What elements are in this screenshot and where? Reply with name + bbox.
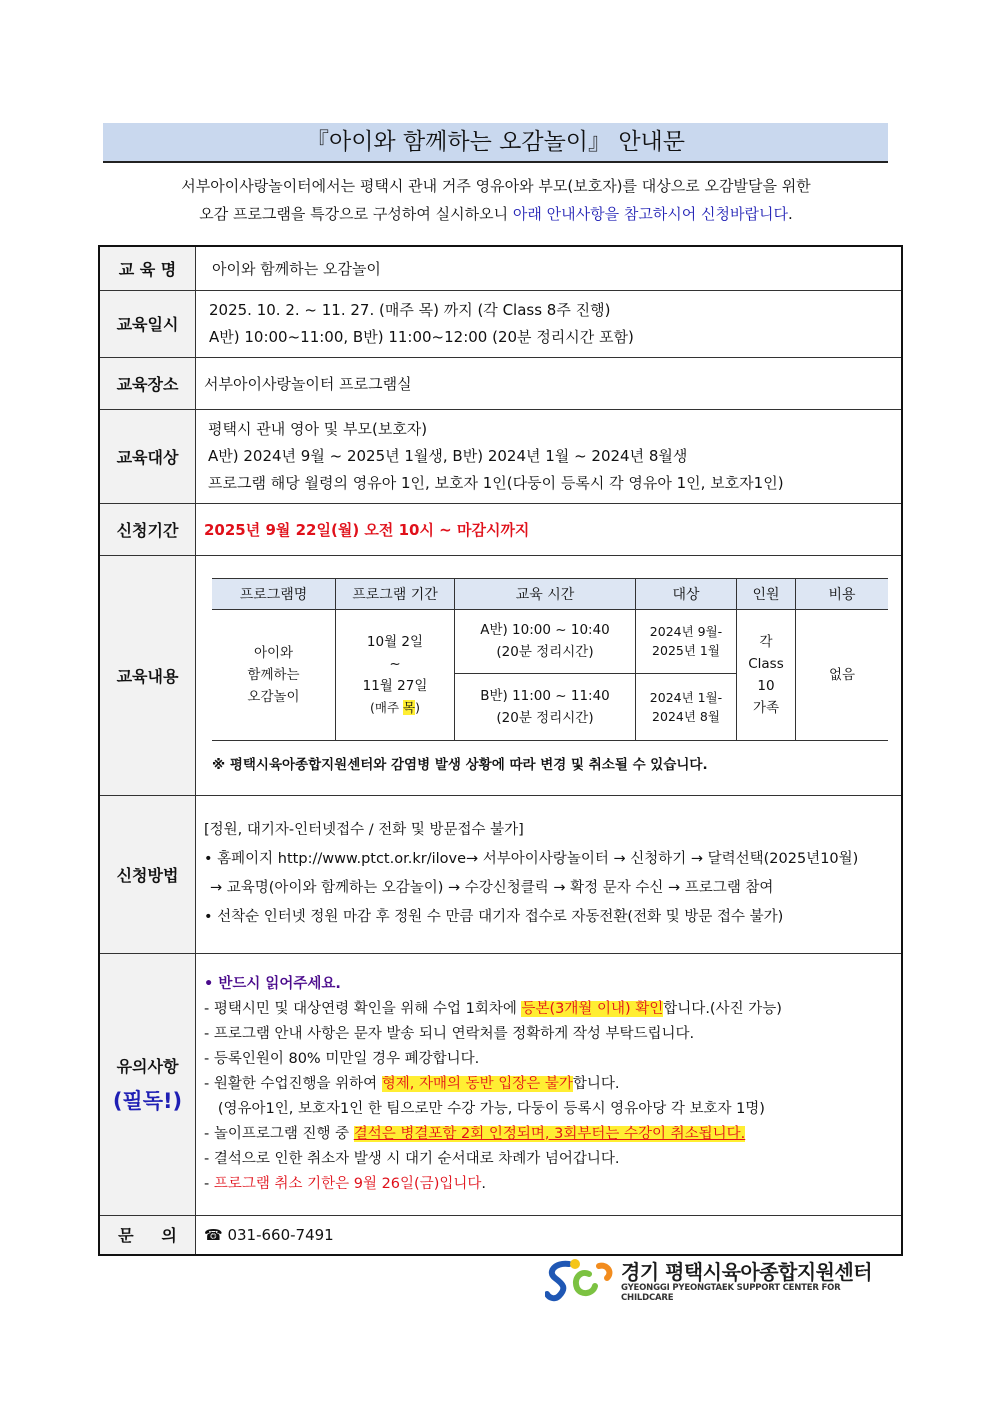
label-place: 교육장소 xyxy=(99,357,196,409)
cell-time-a: A반) 10:00 ~ 10:40 (20분 정리시간) xyxy=(455,609,636,673)
footer-org-english: GYEONGGI PYEONGTAEK SUPPORT CENTER FOR CHILDCARE xyxy=(621,1283,841,1303)
label-method: 신청방법 xyxy=(99,795,196,953)
value-period: 2025년 9월 22일(월) 오전 10시 ~ 마감시까지 xyxy=(196,503,903,555)
value-place: 서부아이사랑놀이터 프로그램실 xyxy=(196,357,903,409)
value-target: 평택시 관내 영아 및 부모(보호자) A반) 2024년 9월 ~ 2025년 1월생, B반) 2024년 1월 ~ 2024년 8월생 프로그램 해당 월령의 영유아 1인, 보호자 1인(다둥이 등록시 각 영유아 1인, 보호자1인) xyxy=(196,409,903,503)
cell-target-a: 2024년 9월- 2025년 1월 xyxy=(636,609,737,673)
document-title: 『아이와 함께하는 오감놀이』 안내문 xyxy=(103,123,888,163)
cell-target-b: 2024년 1월- 2024년 8월 xyxy=(636,673,737,740)
cell-time-b: B반) 11:00 ~ 11:40 (20분 정리시간) xyxy=(455,673,636,740)
header-program-period: 프로그램 기간 xyxy=(336,578,455,609)
header-cost: 비용 xyxy=(796,578,889,609)
value-name: 아이와 함께하는 오감놀이 xyxy=(196,246,903,290)
info-table xyxy=(98,245,903,1256)
label-notice: 유의사항 (필독!) xyxy=(99,953,196,1215)
footer-logo xyxy=(545,1256,895,1302)
cell-program-name: 아이와 함께하는 오감놀이 xyxy=(212,609,336,740)
cell-cost: 없음 xyxy=(796,609,889,740)
intro-text xyxy=(100,172,892,228)
value-date: 2025. 10. 2. ~ 11. 27. (매주 목) 까지 (각 Class 8주 진행) A반) 10:00~11:00, B반) 11:00~12:00 (20분 정리시간 포함) xyxy=(196,290,903,357)
label-name: 교 육 명 xyxy=(99,246,196,290)
label-content: 교육내용 xyxy=(99,555,196,795)
header-time: 교육 시간 xyxy=(455,578,636,609)
intro-line-2: 오감 프로그램을 특강으로 구성하여 실시하오니 아래 안내사항을 참고하시어 신청바랍니다. xyxy=(199,205,793,223)
value-contact: ☎ 031-660-7491 xyxy=(196,1215,903,1255)
label-contact: 문 의 xyxy=(99,1215,196,1255)
label-date: 교육일시 xyxy=(99,290,196,357)
value-method: [정원, 대기자-인터넷접수 / 전화 및 방문접수 불가] • 홈페이지 http://www.ptct.or.kr/ilove→ 서부아이사랑놀이터 → 신청하기 → 달력선택(2025년10월) → 교육명(아이와 함께하는 오감놀이) → 수강신청클릭 → 확정 문자 수신 → 프로그램 참여 • 선착순 인터넷 정원 마감 후 정원 수 만큼 대기자 접수로 자동전환(전화 및 방문 접수 불가) xyxy=(196,795,903,953)
header-program-name: 프로그램명 xyxy=(212,578,336,609)
intro-line-1: 서부아이사랑놀이터에서는 평택시 관내 거주 영유아와 부모(보호자)를 대상으로 오감발달을 위한 xyxy=(181,177,811,195)
cell-program-period: 10월 2일 ~ 11월 27일 (매주 목) xyxy=(336,609,455,740)
must-read-label: (필독!) xyxy=(112,1088,183,1113)
label-target: 교육대상 xyxy=(99,409,196,503)
center-logo-icon xyxy=(545,1256,615,1302)
header-capacity: 인원 xyxy=(737,578,796,609)
intro-highlight: 아래 안내사항을 참고하시어 신청바랍니다 xyxy=(512,205,788,223)
program-table xyxy=(212,578,888,741)
label-period: 신청기간 xyxy=(99,503,196,555)
content-note: ※ 평택시육아종합지원센터와 감염병 발생 상황에 따라 변경 및 취소될 수 있습니다. xyxy=(212,756,708,773)
header-target: 대상 xyxy=(636,578,737,609)
footer-org-name: 경기 평택시육아종합지원센터 xyxy=(621,1260,873,1284)
cell-capacity: 각 Class 10 가족 xyxy=(737,609,796,740)
value-content xyxy=(196,555,903,795)
value-notice: • 반드시 읽어주세요. - 평택시민 및 대상연령 확인을 위해 수업 1회차에 등본(3개월 이내) 확인합니다.(사진 가능) - 프로그램 안내 사항은 문자 발송 되니 연락처를 정확하게 작성 부탁드립니다. - 등록인원이 80% 미만일 경우 폐강합니다. - 원활한 수업진행을 위하여 형제, 자매의 동반 입장은 불가합니다. (영유아1인, 보호자1인 한 팀으로만 수강 가능, 다둥이 등록시 영유아당 각 보호자 1명) - 놀이프로그램 진행 중 결석은 병결포함 2회 인정되며, 3회부터는 수강이 취소됩니다. - 결석으로 인한 취소자 발생 시 대기 순서대로 차례가 넘어갑니다. - 프로그램 취소 기한은 9월 26일(금)입니다. xyxy=(196,953,903,1215)
method-homepage-line: • 홈페이지 http://www.ptct.or.kr/ilove→ 서부아이사랑놀이터 → 신청하기 → 달력선택(2025년10월) xyxy=(204,851,859,867)
